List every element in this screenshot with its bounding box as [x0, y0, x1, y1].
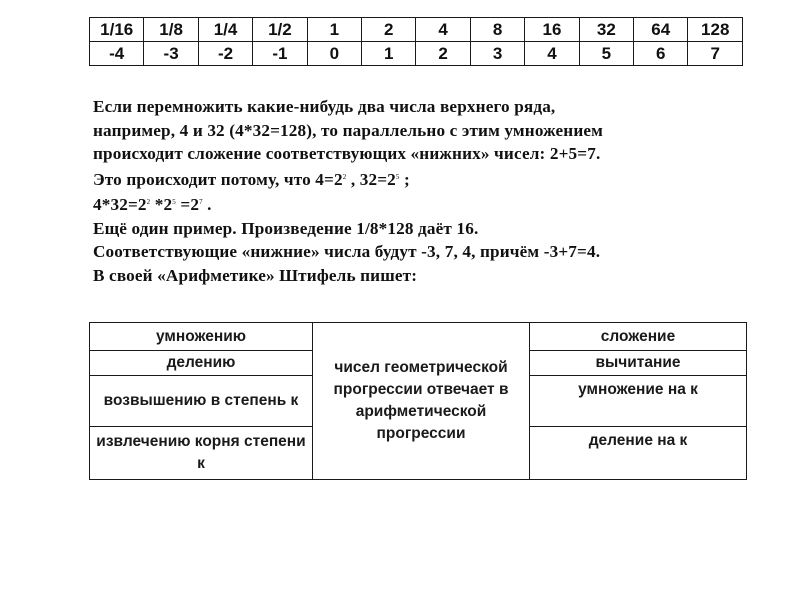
paragraph-line: В своей «Арифметике» Штифель пишет:: [93, 265, 418, 285]
right-cell: сложение: [530, 323, 747, 351]
text-fragment: *2: [150, 195, 173, 214]
left-cell: извлечению корня степени к: [90, 427, 313, 480]
table-cell: 1/4: [198, 18, 252, 42]
explanation-paragraph: [93, 95, 773, 287]
table-cell: 7: [688, 42, 743, 66]
table-cell: 4: [416, 18, 470, 42]
left-cell: возвышению в степень к: [90, 376, 313, 427]
exponent: 5: [172, 198, 176, 206]
right-cell: умножение на к: [530, 376, 747, 427]
powers-top-row: [90, 18, 743, 42]
text-fragment: =2: [175, 195, 200, 214]
text-fragment: 4*32=2: [93, 195, 147, 214]
exponent: 7: [199, 198, 203, 206]
right-cell: вычитание: [530, 351, 747, 376]
table-cell: 2: [416, 42, 470, 66]
text-fragment: .: [202, 195, 212, 214]
paragraph-line: Соответствующие «нижние» числа будут -3, 7, 4, причём -3+7=4.: [93, 242, 601, 261]
table-cell: -2: [198, 42, 252, 66]
table-cell: 2: [362, 18, 416, 42]
paragraph-line: Ещё один пример. Произведение 1/8*128 даёт 16.: [93, 218, 479, 238]
table-cell: 1: [307, 18, 361, 42]
middle-merged-cell: чисел геометрической прогрессии отвечает в арифметической прогрессии: [313, 323, 530, 480]
exponent: 2: [146, 198, 151, 206]
table-row: [90, 323, 747, 351]
text-fragment: Это происходит потому, что 4=2: [93, 169, 343, 189]
paragraph-line: например, 4 и 32 (4*32=128), то параллельно с этим умножением: [93, 120, 604, 140]
table-cell: 1: [362, 42, 416, 66]
table-cell: 1/8: [144, 18, 198, 42]
table-cell: -1: [253, 42, 307, 66]
table-cell: -4: [90, 42, 144, 66]
text-fragment: ;: [399, 169, 410, 189]
table-cell: 6: [634, 42, 688, 66]
table-cell: 8: [470, 18, 524, 42]
text-fragment: , 32=2: [346, 169, 396, 189]
table-cell: 5: [579, 42, 633, 66]
left-cell: делению: [90, 351, 313, 376]
table-cell: 1/16: [90, 18, 144, 42]
left-cell: умножению: [90, 323, 313, 351]
exponents-bottom-row: [90, 42, 743, 66]
paragraph-line: [93, 166, 773, 192]
table-cell: 16: [525, 18, 579, 42]
paragraph-line: Если перемножить какие-нибудь два числа верхнего ряда,: [93, 97, 556, 116]
paragraph-line: [93, 191, 773, 217]
exponent: 5: [395, 172, 400, 181]
table-cell: 64: [634, 18, 688, 42]
exponent: 2: [342, 172, 347, 181]
table-cell: 4: [525, 42, 579, 66]
table-cell: 32: [579, 18, 633, 42]
table-cell: 3: [470, 42, 524, 66]
table-cell: 0: [307, 42, 361, 66]
table-cell: 128: [688, 18, 743, 42]
table-cell: 1/2: [253, 18, 307, 42]
right-cell: деление на к: [530, 427, 747, 480]
table-cell: -3: [144, 42, 198, 66]
paragraph-line: происходит сложение соответствующих «нижних» чисел: 2+5=7.: [93, 144, 601, 163]
powers-of-two-table: [89, 17, 743, 66]
stifel-correspondence-table: [89, 322, 747, 480]
